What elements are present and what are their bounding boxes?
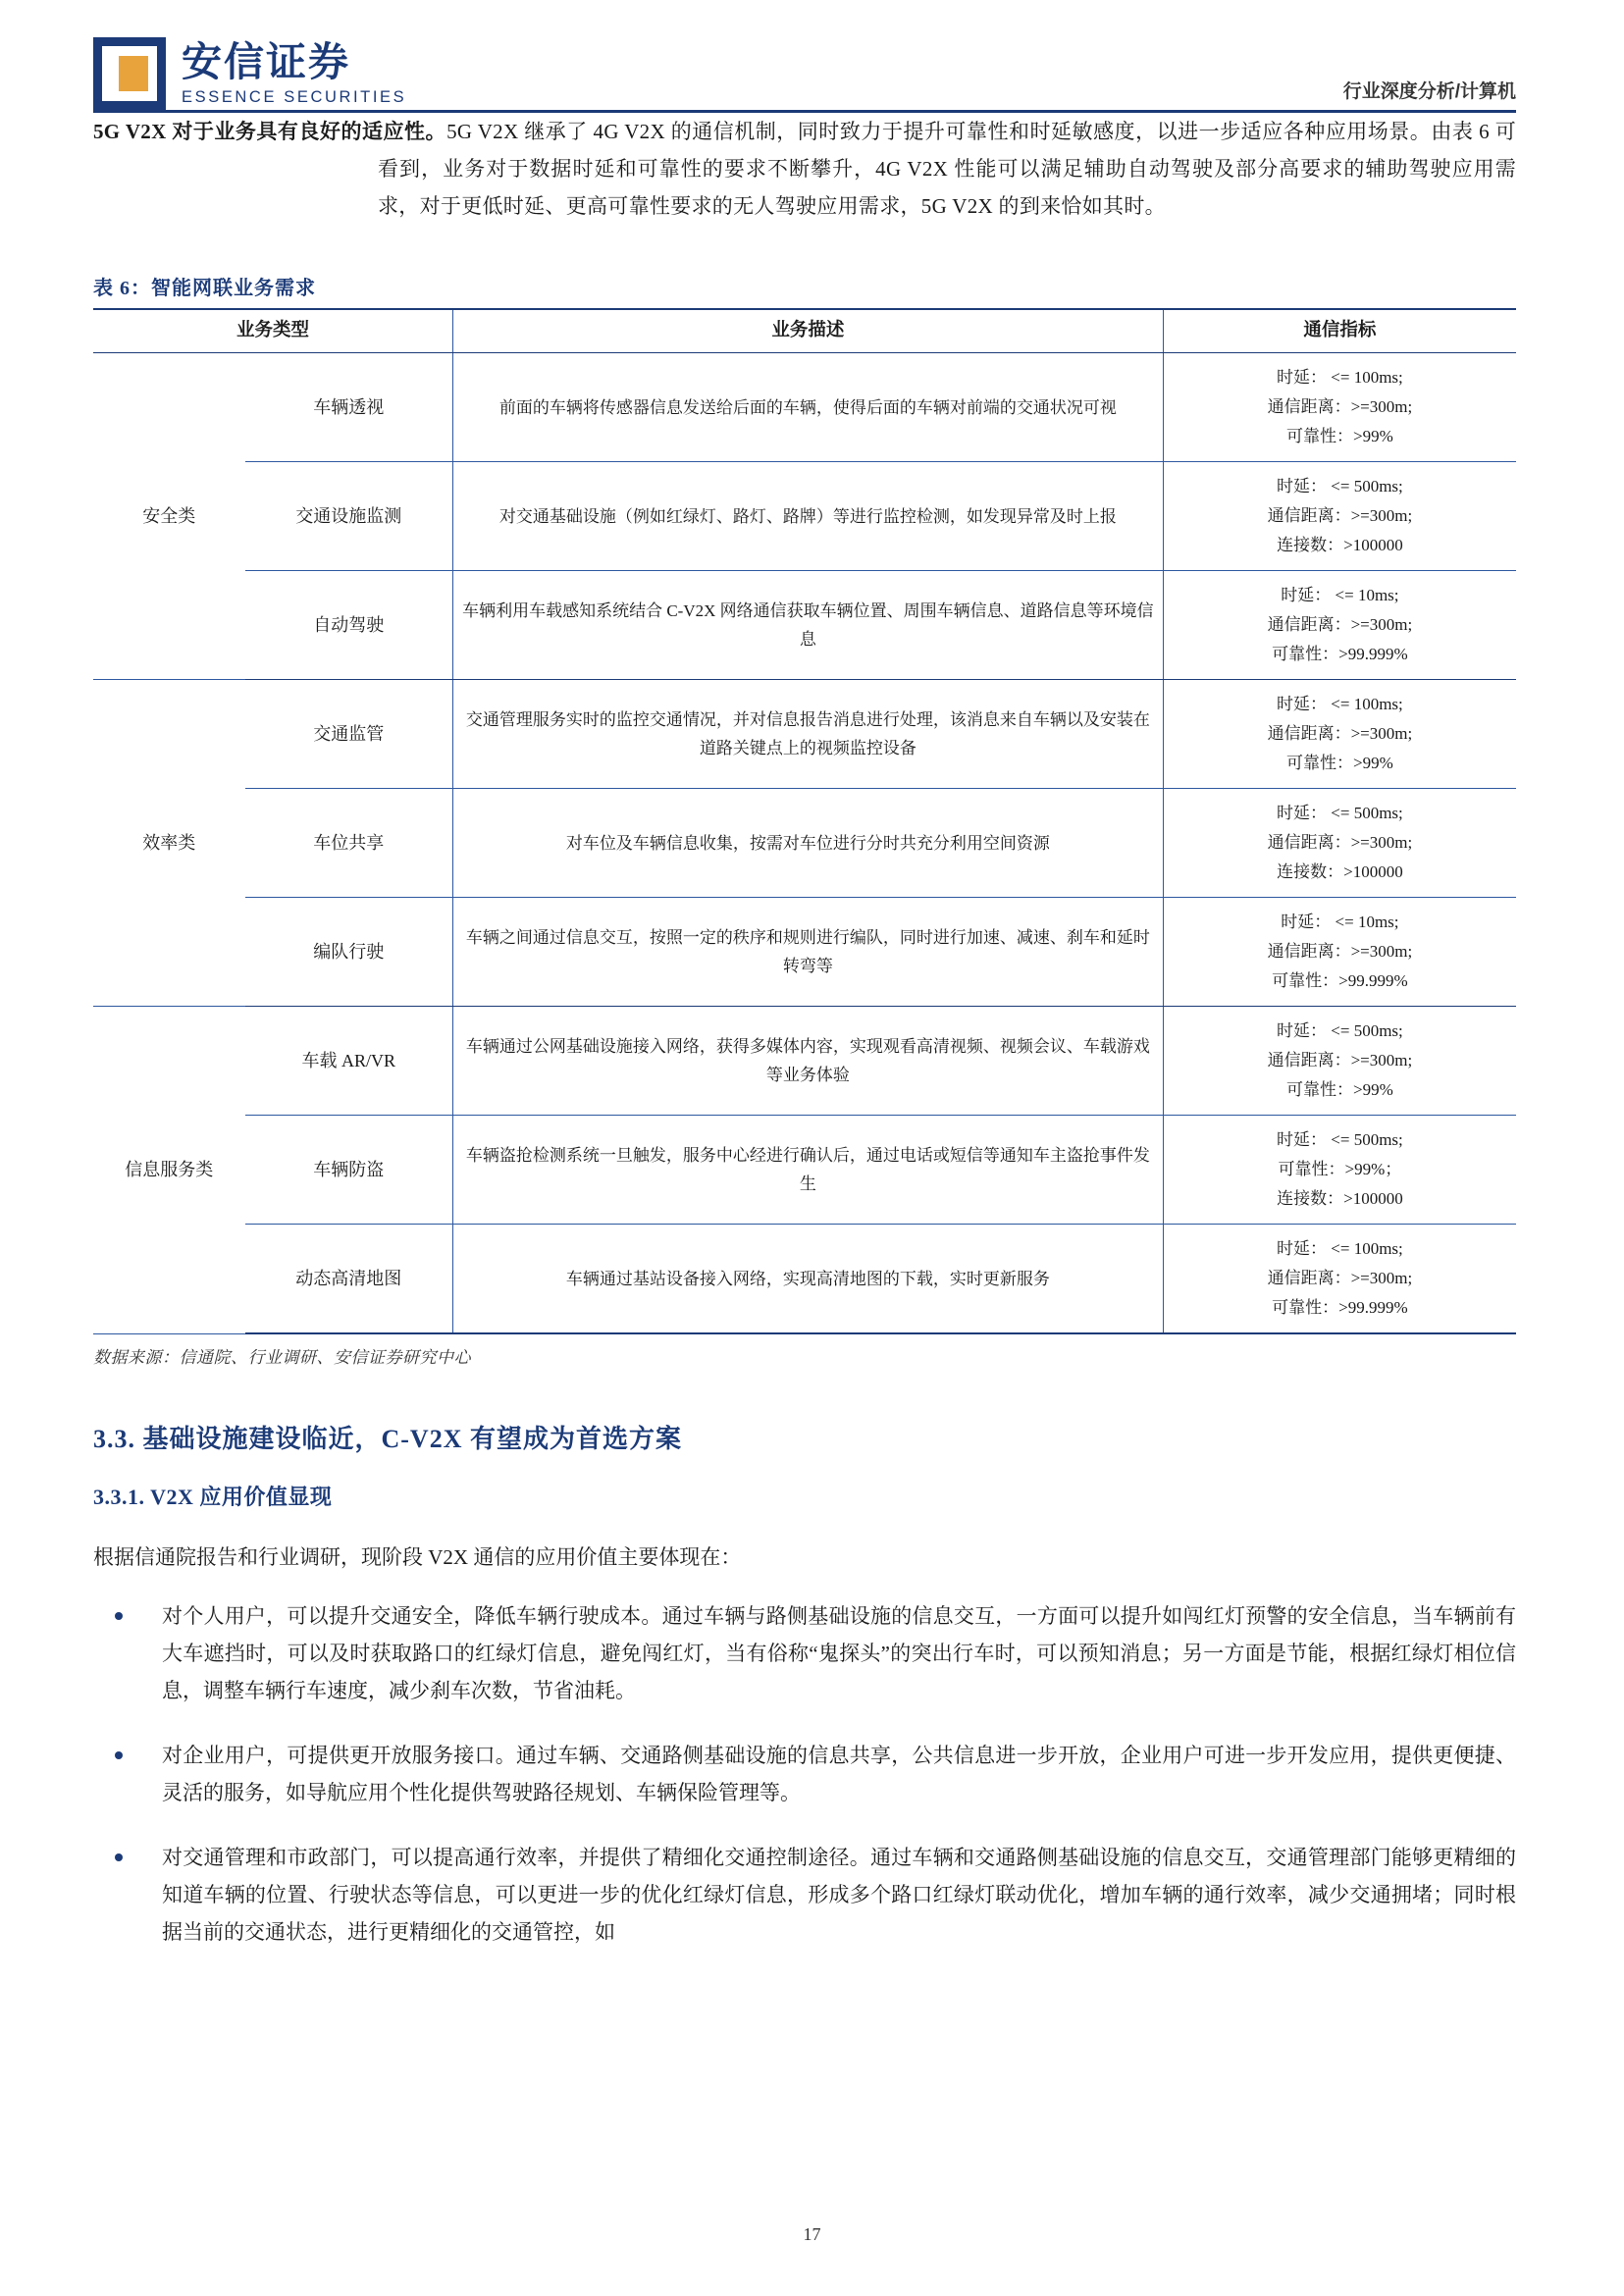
metric-line: 可靠性：>99%； — [1278, 1160, 1402, 1178]
intro-paragraph — [93, 113, 1516, 225]
row-type: 交通设施监测 — [245, 462, 453, 571]
metric-line: 连接数：>100000 — [1277, 862, 1403, 881]
bullet-list — [93, 1597, 1516, 1951]
row-desc: 车辆之间通过信息交互，按照一定的秩序和规则进行编队，同时进行加速、减速、刹车和延时转弯等 — [452, 898, 1163, 1007]
metric-line: 时延： <= 10ms; — [1281, 586, 1399, 604]
col-header-type: 业务类型 — [93, 309, 452, 353]
row-metrics — [1163, 1225, 1516, 1334]
table-row — [93, 898, 1516, 1007]
metric-line: 可靠性：>99% — [1286, 427, 1393, 445]
table-row — [93, 353, 1516, 462]
metric-line: 通信距离：>=300m; — [1267, 833, 1413, 852]
list-item-text: 对企业用户，可提供更开放服务接口。通过车辆、交通路侧基础设施的信息共享，公共信息进一步开放，企业用户可进一步开发应用，提供更便捷、灵活的服务，如导航应用个性化提供驾驶路径规划、车辆保险管理等。 — [162, 1744, 1516, 1804]
table-header-row — [93, 309, 1516, 353]
row-desc: 车辆通过公网基础设施接入网络，获得多媒体内容，实现观看高清视频、视频会议、车载游戏等业务体验 — [452, 1007, 1163, 1116]
row-metrics — [1163, 462, 1516, 571]
metric-line: 连接数：>100000 — [1277, 1189, 1403, 1208]
row-desc: 对车位及车辆信息收集，按需对车位进行分时共充分利用空间资源 — [452, 789, 1163, 898]
bullet-dot-icon — [115, 1853, 123, 1861]
metric-line: 通信距离：>=300m; — [1267, 1051, 1413, 1070]
metric-line: 通信距离：>=300m; — [1267, 397, 1413, 416]
row-category: 效率类 — [93, 680, 245, 1007]
table-row — [93, 462, 1516, 571]
row-desc: 前面的车辆将传感器信息发送给后面的车辆，使得后面的车辆对前端的交通状况可视 — [452, 353, 1163, 462]
table-row — [93, 1007, 1516, 1116]
metric-line: 通信距离：>=300m; — [1267, 506, 1413, 525]
list-item-text: 对交通管理和市政部门，可以提高通行效率，并提供了精细化交通控制途径。通过车辆和交通路侧基础设施的信息交互，交通管理部门能够更精细的知道车辆的位置、行驶状态等信息，可以更进一步的优化红绿灯信息，形成多个路口红绿灯联动优化，增加车辆的通行效率，减少交通拥堵；同时根据当前的交通状态，进行更精细化的交通管控，如 — [162, 1846, 1516, 1944]
row-desc: 车辆盗抢检测系统一旦触发，服务中心经进行确认后，通过电话或短信等通知车主盗抢事件发生 — [452, 1116, 1163, 1225]
row-desc: 车辆利用车载感知系统结合 C-V2X 网络通信获取车辆位置、周围车辆信息、道路信息等环境信息 — [452, 571, 1163, 680]
row-category: 信息服务类 — [93, 1007, 245, 1334]
metric-line: 通信距离：>=300m; — [1267, 942, 1413, 961]
metric-line: 可靠性：>99.999% — [1272, 645, 1408, 663]
metric-line: 通信距离：>=300m; — [1267, 615, 1413, 634]
table-row — [93, 680, 1516, 789]
metric-line: 时延： <= 500ms; — [1277, 1130, 1403, 1149]
logo-english-name: ESSENCE SECURITIES — [182, 87, 407, 106]
header-divider — [93, 110, 1516, 113]
brand-logo — [93, 37, 406, 110]
row-type: 自动驾驶 — [245, 571, 453, 680]
metric-line: 通信距离：>=300m; — [1267, 724, 1413, 743]
table-row — [93, 789, 1516, 898]
metric-line: 时延： <= 500ms; — [1277, 804, 1403, 822]
row-metrics — [1163, 353, 1516, 462]
row-metrics — [1163, 789, 1516, 898]
metric-line: 通信距离：>=300m; — [1267, 1269, 1413, 1287]
metric-line: 时延： <= 500ms; — [1277, 1021, 1403, 1040]
row-metrics — [1163, 1116, 1516, 1225]
row-metrics — [1163, 898, 1516, 1007]
section-heading: 3.3. 基础设施建设临近，C-V2X 有望成为首选方案 — [93, 1425, 682, 1453]
row-type: 动态高清地图 — [245, 1225, 453, 1334]
row-metrics — [1163, 571, 1516, 680]
col-header-metric: 通信指标 — [1163, 309, 1516, 353]
list-item — [93, 1737, 1516, 1811]
subsection-heading: 3.3.1. V2X 应用价值显现 — [93, 1485, 333, 1509]
metric-line: 可靠性：>99.999% — [1272, 1298, 1408, 1317]
intro-body: 5G V2X 继承了 4G V2X 的通信机制，同时致力于提升可靠性和时延敏感度，以进一步适应各种应用场景。由表 6 可看到，业务对于数据时延和可靠性的要求不断攀升，4G V2X 性能可以满足辅助自动驾驶及部分高要求的辅助驾驶应用需求，对于更低时延、更高可靠性要求的无人驾驶应用需求，5G V2X 的到来恰如其时。 — [378, 120, 1516, 218]
row-desc: 对交通基础设施（例如红绿灯、路灯、路牌）等进行监控检测，如发现异常及时上报 — [452, 462, 1163, 571]
row-type: 交通监管 — [245, 680, 453, 789]
page-footer — [0, 2224, 1624, 2245]
bullet-dot-icon — [115, 1751, 123, 1759]
metric-line: 可靠性：>99% — [1286, 754, 1393, 772]
bullet-dot-icon — [115, 1612, 123, 1620]
metric-line: 可靠性：>99% — [1286, 1080, 1393, 1099]
list-item — [93, 1597, 1516, 1709]
col-header-desc: 业务描述 — [452, 309, 1163, 353]
logo-mark-icon — [93, 37, 166, 110]
requirements-table — [93, 308, 1516, 1334]
metric-line: 时延： <= 100ms; — [1277, 368, 1403, 387]
row-desc: 交通管理服务实时的监控交通情况，并对信息报告消息进行处理，该消息来自车辆以及安装在道路关键点上的视频监控设备 — [452, 680, 1163, 789]
row-type: 车辆防盗 — [245, 1116, 453, 1225]
metric-line: 时延： <= 100ms; — [1277, 1239, 1403, 1258]
table-caption: 表 6：智能网联业务需求 — [93, 278, 316, 299]
row-metrics — [1163, 1007, 1516, 1116]
row-category: 安全类 — [93, 353, 245, 680]
page-number: 17 — [803, 2224, 821, 2244]
row-type: 车位共享 — [245, 789, 453, 898]
intro-bold-lead: 5G V2X 对于业务具有良好的适应性。 — [93, 120, 447, 143]
row-type: 车辆透视 — [245, 353, 453, 462]
list-item-text: 对个人用户，可以提升交通安全，降低车辆行驶成本。通过车辆与路侧基础设施的信息交互，一方面可以提升如闯红灯预警的安全信息，当车辆前有大车遮挡时，可以及时获取路口的红绿灯信息，避免闯红灯，当有俗称“鬼探头”的突出行车时，可以预知消息；另一方面是节能，根据红绿灯相位信息，调整车辆行车速度，减少刹车次数，节省油耗。 — [162, 1604, 1516, 1702]
section-lead-paragraph: 根据信通院报告和行业调研，现阶段 V2X 通信的应用价值主要体现在： — [93, 1545, 742, 1569]
row-metrics — [1163, 680, 1516, 789]
metric-line: 时延： <= 10ms; — [1281, 913, 1399, 931]
metric-line: 可靠性：>99.999% — [1272, 971, 1408, 990]
table-source-note: 数据来源：信通院、行业调研、安信证券研究中心 — [93, 1348, 471, 1367]
list-item — [93, 1839, 1516, 1951]
table-row — [93, 1225, 1516, 1334]
table-row — [93, 571, 1516, 680]
page-header — [0, 0, 1624, 113]
metric-line: 连接数：>100000 — [1277, 536, 1403, 554]
row-type: 编队行驶 — [245, 898, 453, 1007]
row-desc: 车辆通过基站设备接入网络，实现高清地图的下载，实时更新服务 — [452, 1225, 1163, 1334]
metric-line: 时延： <= 100ms; — [1277, 695, 1403, 713]
page-content — [0, 113, 1624, 1951]
table-row — [93, 1116, 1516, 1225]
row-type: 车载 AR/VR — [245, 1007, 453, 1116]
metric-line: 时延： <= 500ms; — [1277, 477, 1403, 496]
logo-chinese-name: 安信证券 — [182, 38, 350, 84]
header-category-label: 行业深度分析/计算机 — [1342, 81, 1516, 102]
